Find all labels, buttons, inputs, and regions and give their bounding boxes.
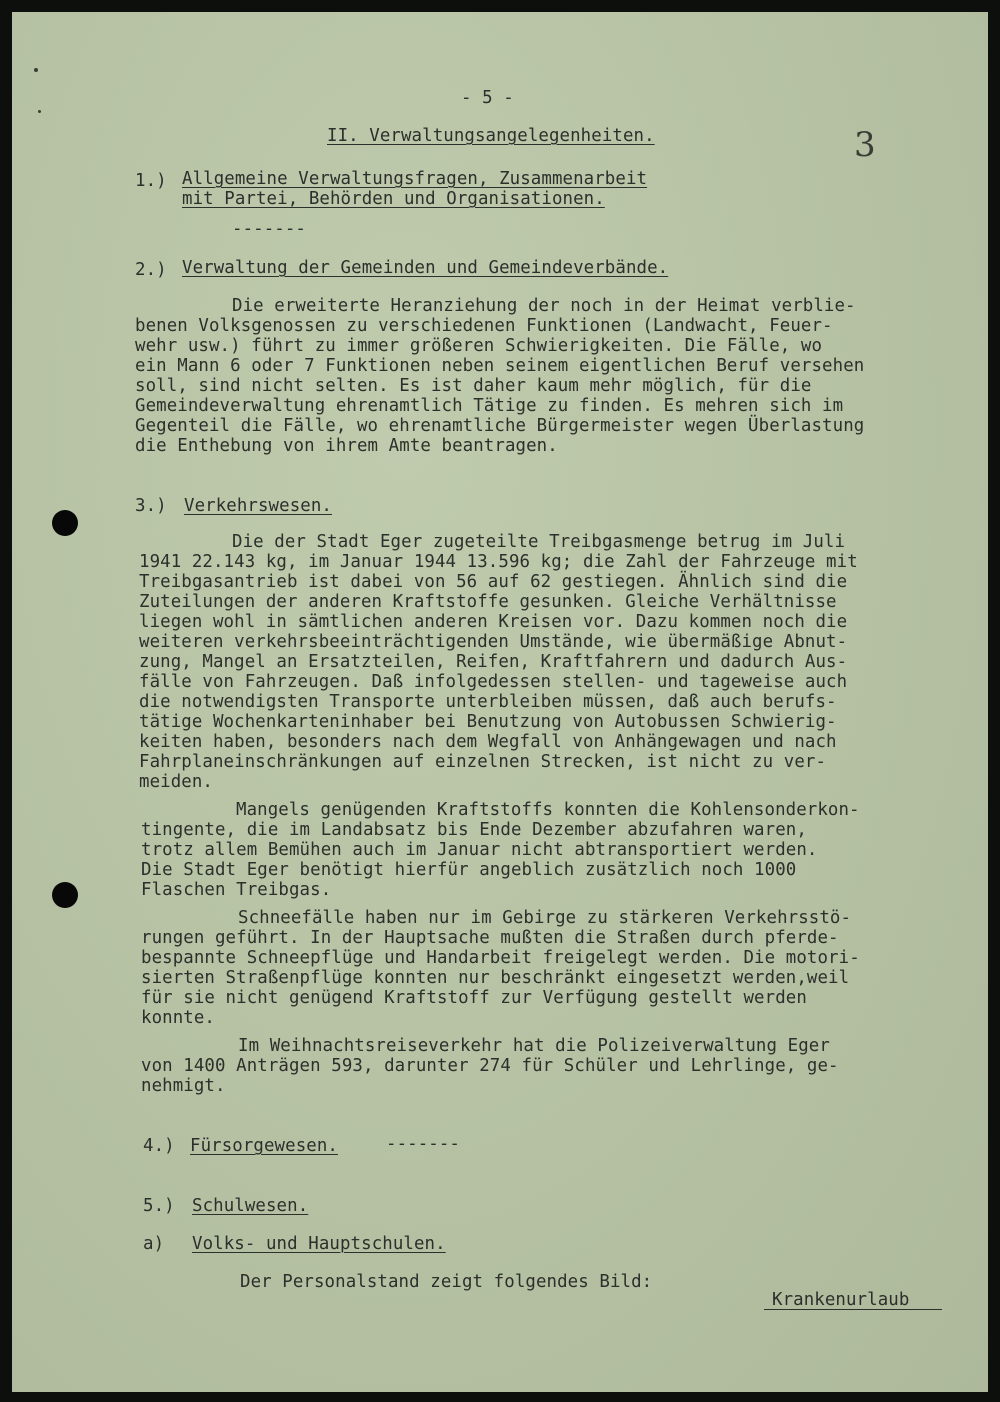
punch-hole-top	[52, 510, 78, 536]
section3-paragraph4-line: von 1400 Anträgen 593, darunter 274 für Schüler und Lehrlinge, ge-	[141, 1056, 839, 1076]
paper-speck	[34, 68, 38, 72]
table-column-heading-rule	[764, 1309, 942, 1310]
section5-number: 5.)	[143, 1196, 175, 1216]
section2-title: Verwaltung der Gemeinden und Gemeindeverbände.	[182, 258, 669, 278]
section3-paragraph3-line: rungen geführt. In der Hauptsache mußten die Straßen durch pferde-	[141, 928, 839, 948]
section3-paragraph3-line: konnte.	[141, 1008, 215, 1028]
section2-line: ein Mann 6 oder 7 Funktionen neben seinem eigentlichen Beruf versehen	[135, 356, 865, 376]
table-column-heading: Krankenurlaub	[772, 1290, 910, 1310]
section3-paragraph1-line: Fahrplaneinschränkungen auf einzelnen Strecken, ist nicht zu ver-	[139, 752, 827, 772]
section3-paragraph3-line: bespannte Schneepflüge und Handarbeit freigelegt werden. Die motori-	[141, 948, 860, 968]
section5-title: Schulwesen.	[192, 1196, 309, 1216]
section1-dash: -------	[232, 219, 306, 239]
page-number: - 5 -	[461, 88, 514, 108]
section1-number: 1.)	[135, 171, 167, 191]
section2-line: Gegenteil die Fälle, wo ehrenamtliche Bürgermeister wegen Überlastung	[135, 416, 865, 436]
section3-paragraph2-line: Die Stadt Eger benötigt hierfür angeblich zusätzlich noch 1000	[141, 860, 797, 880]
section2-line: die Enthebung von ihrem Amte beantragen.	[135, 436, 558, 456]
section3-title: Verkehrswesen.	[184, 496, 332, 516]
section5-intro: Der Personalstand zeigt folgendes Bild:	[240, 1272, 653, 1292]
section3-paragraph1-line: liegen wohl in sämtlichen anderen Kreisen vor. Dazu kommen noch die	[139, 612, 848, 632]
section3-paragraph2-line: trotz allem Bemühen auch im Januar nicht abtransportiert werden.	[141, 840, 818, 860]
section3-paragraph1-line: Die der Stadt Eger zugeteilte Treibgasmenge betrug im Juli	[232, 532, 846, 552]
section5-sub-a-number: a)	[143, 1234, 165, 1254]
section3-paragraph4-line: Im Weihnachtsreiseverkehr hat die Polizeiverwaltung Eger	[238, 1036, 830, 1056]
section2-number: 2.)	[135, 260, 167, 280]
section3-paragraph4-line: nehmigt.	[141, 1076, 226, 1096]
section3-paragraph3-line: für sie nicht genügend Kraftstoff zur Verfügung gestellt werden	[141, 988, 807, 1008]
section5-sub-a-title: Volks- und Hauptschulen.	[192, 1234, 446, 1254]
folio-stamp: 3	[854, 125, 876, 165]
section4-number: 4.)	[143, 1136, 175, 1156]
section3-paragraph1-line: fälle von Fahrzeugen. Daß infolgedessen stellen- und tageweise auch	[139, 672, 848, 692]
section2-line: Die erweiterte Heranziehung der noch in der Heimat verblie-	[232, 296, 856, 316]
section2-line: soll, sind nicht selten. Es ist daher kaum mehr möglich, für die	[135, 376, 812, 396]
main-heading: II. Verwaltungsangelegenheiten.	[327, 126, 655, 146]
section3-paragraph1-line: Zuteilungen der anderen Kraftstoffe gesunken. Gleiche Verhältnisse	[139, 592, 837, 612]
section2-line: wehr usw.) führt zu immer größeren Schwierigkeiten. Die Fälle, wo	[135, 336, 823, 356]
section3-paragraph2-line: Mangels genügenden Kraftstoffs konnten die Kohlensonderkon-	[236, 800, 860, 820]
paper-speck	[38, 110, 41, 113]
section3-paragraph3-line: Schneefälle haben nur im Gebirge zu stärkeren Verkehrsstö-	[238, 908, 852, 928]
section3-paragraph1-line: meiden.	[139, 772, 213, 792]
section2-line: Gemeindeverwaltung ehrenamtlich Tätige zu finden. Es mehren sich im	[135, 396, 844, 416]
section4-title: Fürsorgewesen.	[190, 1136, 338, 1156]
section4-dash: -------	[386, 1134, 460, 1154]
section3-paragraph1-line: tätige Wochenkarteninhaber bei Benutzung von Autobussen Schwierig-	[139, 712, 837, 732]
section3-number: 3.)	[135, 496, 167, 516]
document-page	[12, 12, 988, 1392]
section3-paragraph1-line: 1941 22.143 kg, im Januar 1944 13.596 kg; die Zahl der Fahrzeuge mit	[139, 552, 858, 572]
section3-paragraph1-line: weiteren verkehrsbeeinträchtigenden Umstände, wie übermäßige Abnut-	[139, 632, 848, 652]
section3-paragraph1-line: keiten haben, besonders nach dem Wegfall von Anhängewagen und nach	[139, 732, 837, 752]
section3-paragraph2-line: Flaschen Treibgas.	[141, 880, 332, 900]
section1-title-line2: mit Partei, Behörden und Organisationen.	[182, 189, 605, 209]
section3-paragraph1-line: die notwendigsten Transporte unterbleiben müssen, daß auch berufs-	[139, 692, 837, 712]
section3-paragraph1-line: zung, Mangel an Ersatzteilen, Reifen, Kraftfahrern und dadurch Aus-	[139, 652, 848, 672]
section3-paragraph3-line: sierten Straßenpflüge konnten nur beschränkt eingesetzt werden,weil	[141, 968, 850, 988]
section2-line: benen Volksgenossen zu verschiedenen Funktionen (Landwacht, Feuer-	[135, 316, 833, 336]
section1-title-line1: Allgemeine Verwaltungsfragen, Zusammenarbeit	[182, 169, 648, 189]
section3-paragraph2-line: tingente, die im Landabsatz bis Ende Dezember abzufahren waren,	[141, 820, 807, 840]
punch-hole-bottom	[52, 882, 78, 908]
section3-paragraph1-line: Treibgasantrieb ist dabei von 56 auf 62 gestiegen. Ähnlich sind die	[139, 572, 848, 592]
